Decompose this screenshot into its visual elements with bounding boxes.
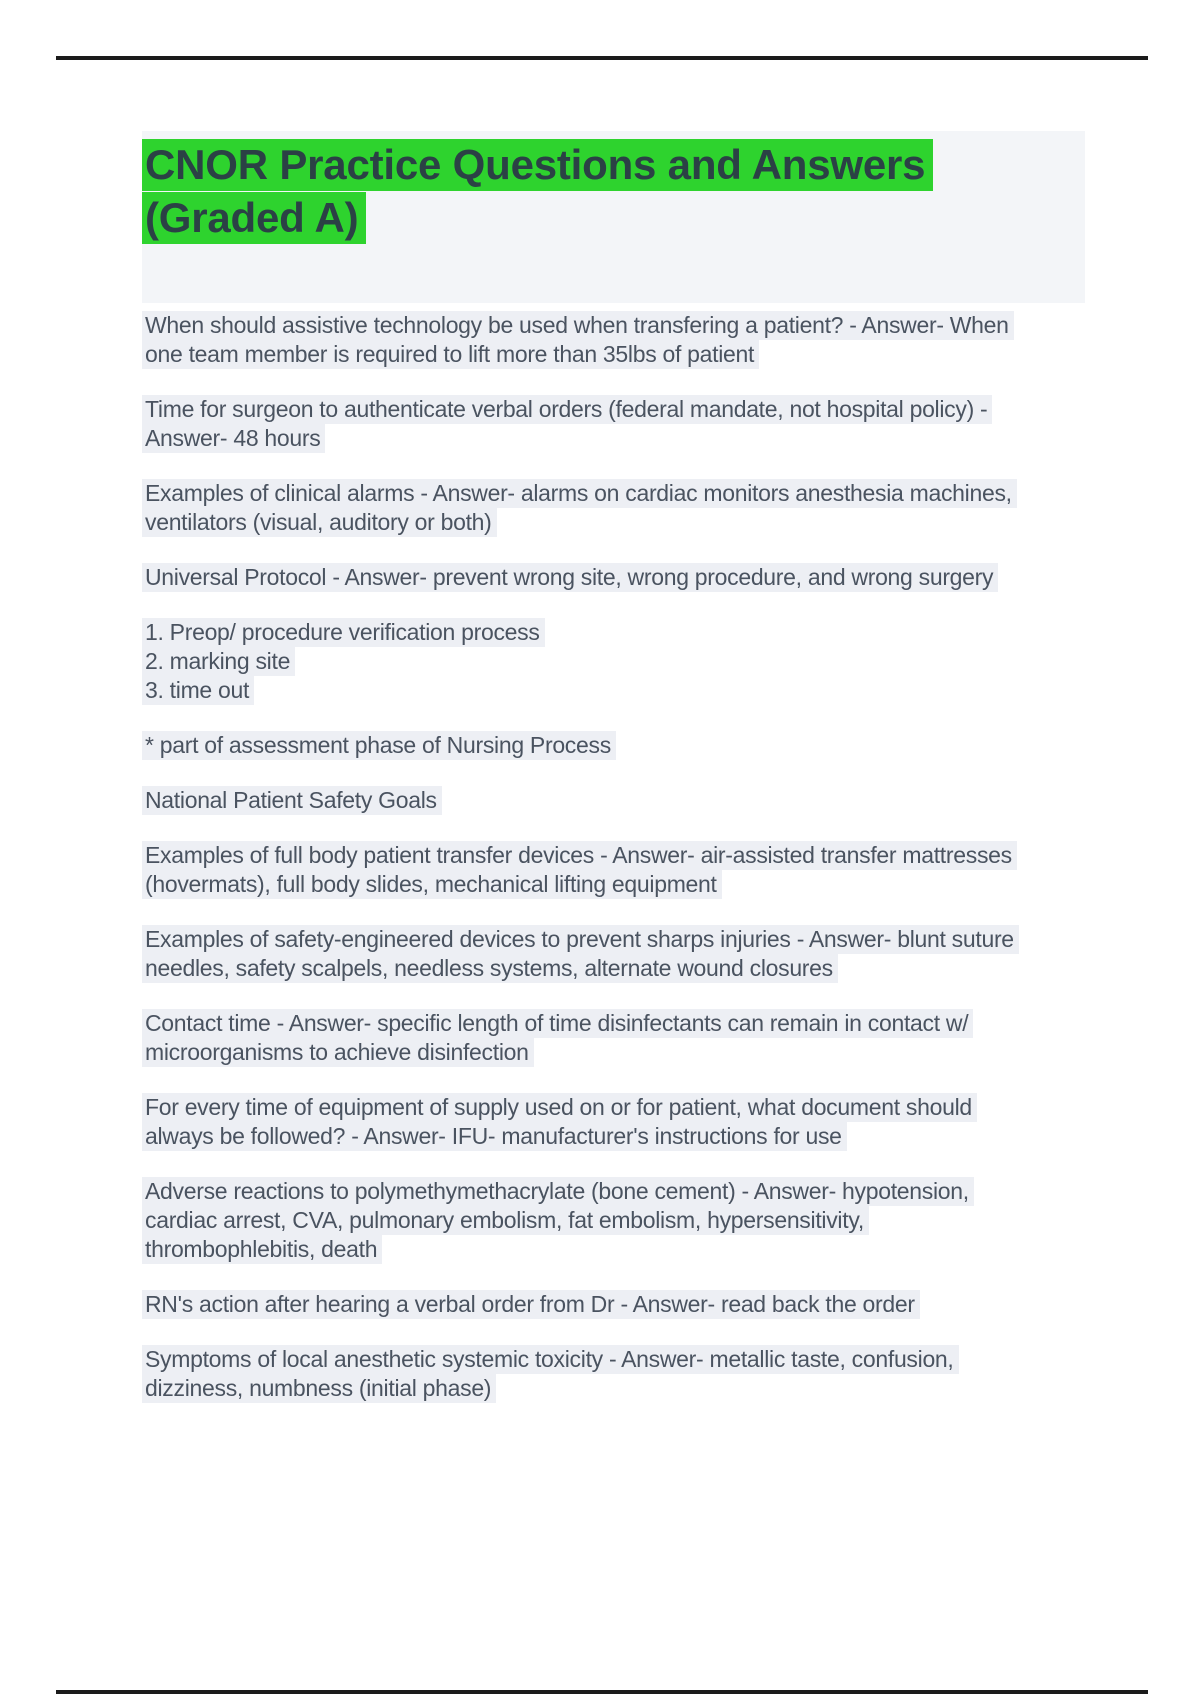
bottom-rule [56, 1690, 1148, 1694]
paragraph [145, 731, 1095, 760]
paragraph [145, 618, 1095, 705]
paragraph [145, 311, 1095, 369]
title-highlight: CNOR Practice Questions and Answers [142, 139, 933, 191]
highlighted-text: cardiac arrest, CVA, pulmonary embolism, fat embolism, hypersensitivity, [142, 1206, 869, 1235]
paragraph [145, 925, 1095, 983]
text-line [145, 870, 1095, 899]
highlighted-text: Examples of safety-engineered devices to prevent sharps injuries - Answer- blunt suture [142, 925, 1019, 954]
title-highlight: (Graded A) [142, 192, 366, 244]
paragraph [145, 1093, 1095, 1151]
page-title-line-2 [145, 191, 933, 244]
text-line [145, 508, 1095, 537]
text-line [145, 647, 1095, 676]
paragraph [145, 479, 1095, 537]
page-title-line-1 [145, 138, 933, 191]
paragraph [145, 1009, 1095, 1067]
paragraph [145, 395, 1095, 453]
highlighted-text: ventilators (visual, auditory or both) [142, 508, 497, 537]
highlighted-text: Symptoms of local anesthetic systemic toxicity - Answer- metallic taste, confusion, [142, 1345, 959, 1374]
highlighted-text: Adverse reactions to polymethymethacrylate (bone cement) - Answer- hypotension, [142, 1177, 974, 1206]
text-line [145, 1177, 1095, 1206]
paragraph [145, 1290, 1095, 1319]
text-line [145, 1009, 1095, 1038]
highlighted-text: Answer- 48 hours [142, 424, 325, 453]
highlighted-text: 1. Preop/ procedure verification process [142, 618, 545, 647]
document-body [145, 311, 1095, 1429]
text-line [145, 954, 1095, 983]
highlighted-text: For every time of equipment of supply used on or for patient, what document should [142, 1093, 977, 1122]
paragraph [145, 1345, 1095, 1403]
highlighted-text: (hovermats), full body slides, mechanical lifting equipment [142, 870, 722, 899]
page-title [145, 138, 933, 244]
text-line [145, 1374, 1095, 1403]
text-line [145, 1345, 1095, 1374]
highlighted-text: When should assistive technology be used when transfering a patient? - Answer- When [142, 311, 1014, 340]
text-line [145, 1206, 1095, 1235]
text-line [145, 786, 1095, 815]
text-line [145, 424, 1095, 453]
text-line [145, 563, 1095, 592]
text-line [145, 618, 1095, 647]
text-line [145, 676, 1095, 705]
highlighted-text: microorganisms to achieve disinfection [142, 1038, 534, 1067]
highlighted-text: dizziness, numbness (initial phase) [142, 1374, 496, 1403]
text-line [145, 841, 1095, 870]
highlighted-text: Examples of clinical alarms - Answer- alarms on cardiac monitors anesthesia machines, [142, 479, 1017, 508]
highlighted-text: RN's action after hearing a verbal order from Dr - Answer- read back the order [142, 1290, 920, 1319]
text-line [145, 1122, 1095, 1151]
highlighted-text: Time for surgeon to authenticate verbal orders (federal mandate, not hospital policy) - [142, 395, 992, 424]
highlighted-text: * part of assessment phase of Nursing Process [142, 731, 616, 760]
paragraph [145, 563, 1095, 592]
text-line [145, 311, 1095, 340]
paragraph [145, 841, 1095, 899]
highlighted-text: needles, safety scalpels, needless systems, alternate wound closures [142, 954, 838, 983]
text-line [145, 1235, 1095, 1264]
text-line [145, 1038, 1095, 1067]
highlighted-text: one team member is required to lift more than 35lbs of patient [142, 340, 759, 369]
paragraph [145, 786, 1095, 815]
highlighted-text: always be followed? - Answer- IFU- manufacturer's instructions for use [142, 1122, 847, 1151]
text-line [145, 731, 1095, 760]
highlighted-text: Universal Protocol - Answer- prevent wrong site, wrong procedure, and wrong surgery [142, 563, 998, 592]
text-line [145, 340, 1095, 369]
text-line [145, 1290, 1095, 1319]
highlighted-text: Examples of full body patient transfer devices - Answer- air-assisted transfer mattresses [142, 841, 1017, 870]
text-line [145, 1093, 1095, 1122]
highlighted-text: National Patient Safety Goals [142, 786, 442, 815]
paragraph [145, 1177, 1095, 1264]
highlighted-text: 3. time out [142, 676, 254, 705]
text-line [145, 479, 1095, 508]
highlighted-text: 2. marking site [142, 647, 295, 676]
text-line [145, 925, 1095, 954]
highlighted-text: thrombophlebitis, death [142, 1235, 382, 1264]
top-rule [56, 56, 1148, 60]
text-line [145, 395, 1095, 424]
highlighted-text: Contact time - Answer- specific length of time disinfectants can remain in contact w/ [142, 1009, 973, 1038]
